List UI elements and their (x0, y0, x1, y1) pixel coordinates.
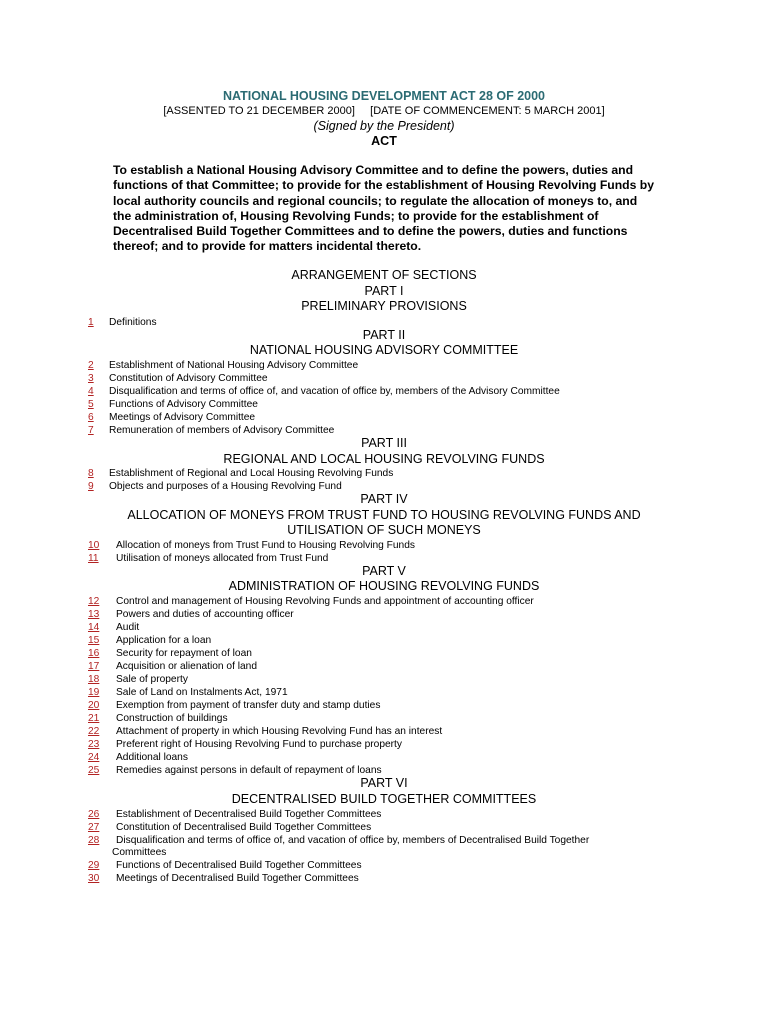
section-link[interactable]: 2 (88, 360, 94, 371)
section-link[interactable]: 13 (88, 609, 100, 620)
part-label: PART II (362, 328, 406, 342)
section-link[interactable]: 4 (88, 386, 94, 397)
part-title: ALLOCATION OF MONEYS FROM TRUST FUND TO HOUSING REVOLVING FUNDS AND (127, 508, 641, 522)
part-label: PART I (364, 284, 404, 298)
section-link[interactable]: 12 (88, 596, 100, 607)
section-title: Remedies against persons in default of repayment of loans (116, 765, 382, 776)
section-link[interactable]: 25 (88, 765, 100, 776)
section-link[interactable]: 28 (88, 835, 100, 846)
part-label: PART IV (360, 492, 408, 506)
section-title: Application for a loan (116, 635, 212, 646)
section-title: Establishment of Regional and Local Housing Revolving Funds (109, 468, 394, 479)
section-title: Acquisition or alienation of land (116, 661, 258, 672)
section-title: Allocation of moneys from Trust Fund to Housing Revolving Funds (116, 540, 415, 551)
section-title: Establishment of Decentralised Build Together Committees (116, 809, 382, 820)
section-link[interactable]: 20 (88, 700, 100, 711)
section-title-continued: Committees (112, 847, 167, 858)
long-title: To establish a National Housing Advisory Committee and to define the powers, duties and functions of that Committee; to provide for the establishment of Housing Revolving Funds by local authority councils and regional councils; to regulate the allocation of moneys to, and the administration of, Housing Revolving Funds; to provide for the establishment of Decentralised Build Together Committees and to define the powers, duties and functions thereof; and to provide for matters incidental thereto. (113, 163, 655, 254)
section-title: Functions of Advisory Committee (109, 399, 258, 410)
part-title: ADMINISTRATION OF HOUSING REVOLVING FUNDS (228, 579, 540, 593)
section-title: Constitution of Decentralised Build Together Committees (116, 822, 372, 833)
part-label: PART V (362, 564, 406, 578)
section-title: Audit (116, 622, 140, 633)
section-link[interactable]: 22 (88, 726, 100, 737)
section-title: Exemption from payment of transfer duty and stamp duties (116, 700, 381, 711)
section-title: Additional loans (116, 752, 188, 763)
section-title: Meetings of Advisory Committee (109, 412, 256, 423)
section-link[interactable]: 19 (88, 687, 100, 698)
section-title: Sale of property (116, 674, 188, 685)
section-link[interactable]: 15 (88, 635, 100, 646)
section-title: Establishment of National Housing Advisory Committee (109, 360, 359, 371)
section-title: Disqualification and terms of office of, and vacation of office by, members of the Advisory Committee (109, 386, 560, 397)
part-title: NATIONAL HOUSING ADVISORY COMMITTEE (249, 343, 519, 357)
section-link[interactable]: 27 (88, 822, 100, 833)
signed-by-line: (Signed by the President) (313, 119, 455, 133)
section-link[interactable]: 5 (88, 399, 94, 410)
section-link[interactable]: 26 (88, 809, 100, 820)
section-title: Construction of buildings (116, 713, 228, 724)
section-entry (88, 834, 728, 860)
section-link[interactable]: 6 (88, 412, 94, 423)
part-title: DECENTRALISED BUILD TOGETHER COMMITTEES (231, 792, 537, 806)
act-heading: ACT (371, 134, 397, 148)
part-title: REGIONAL AND LOCAL HOUSING REVOLVING FUNDS (223, 452, 545, 466)
act-title: NATIONAL HOUSING DEVELOPMENT ACT 28 OF 2000 (222, 89, 546, 103)
part-title-continued: UTILISATION OF SUCH MONEYS (287, 523, 481, 537)
assent-dates: [ASSENTED TO 21 DECEMBER 2000] [DATE OF COMMENCEMENT: 5 MARCH 2001] (163, 105, 605, 117)
section-link[interactable]: 9 (88, 481, 94, 492)
section-title: Functions of Decentralised Build Together Committees (116, 860, 362, 871)
section-link[interactable]: 21 (88, 713, 100, 724)
section-link[interactable]: 17 (88, 661, 100, 672)
section-title: Disqualification and terms of office of, and vacation of office by, members of Decentralised Build Together (116, 835, 590, 846)
section-link[interactable]: 10 (88, 540, 100, 551)
part-label: PART III (361, 436, 407, 450)
section-link[interactable]: 8 (88, 468, 94, 479)
section-title: Attachment of property in which Housing Revolving Fund has an interest (116, 726, 443, 737)
part-title: PRELIMINARY PROVISIONS (301, 299, 467, 313)
section-title: Preferent right of Housing Revolving Fund to purchase property (116, 739, 402, 750)
section-link[interactable]: 23 (88, 739, 100, 750)
arrangement-heading: ARRANGEMENT OF SECTIONS (291, 268, 477, 282)
section-link[interactable]: 18 (88, 674, 100, 685)
section-link[interactable]: 16 (88, 648, 100, 659)
section-title: Meetings of Decentralised Build Together Committees (116, 873, 359, 884)
section-link[interactable]: 1 (88, 317, 94, 328)
section-title: Utilisation of moneys allocated from Trust Fund (116, 553, 329, 564)
section-title: Powers and duties of accounting officer (116, 609, 294, 620)
section-title: Remuneration of members of Advisory Committee (109, 425, 335, 436)
section-link[interactable]: 11 (88, 553, 99, 564)
section-title: Constitution of Advisory Committee (109, 373, 268, 384)
part-label: PART VI (360, 776, 408, 790)
section-title: Objects and purposes of a Housing Revolving Fund (109, 481, 342, 492)
section-title: Definitions (109, 317, 157, 328)
section-title: Control and management of Housing Revolving Funds and appointment of accounting officer (116, 596, 534, 607)
section-link[interactable]: 14 (88, 622, 100, 633)
section-title: Security for repayment of loan (116, 648, 252, 659)
section-link[interactable]: 3 (88, 373, 94, 384)
section-link[interactable]: 29 (88, 860, 100, 871)
section-link[interactable]: 7 (88, 425, 94, 436)
section-title: Sale of Land on Instalments Act, 1971 (116, 687, 288, 698)
section-link[interactable]: 24 (88, 752, 100, 763)
section-link[interactable]: 30 (88, 873, 100, 884)
